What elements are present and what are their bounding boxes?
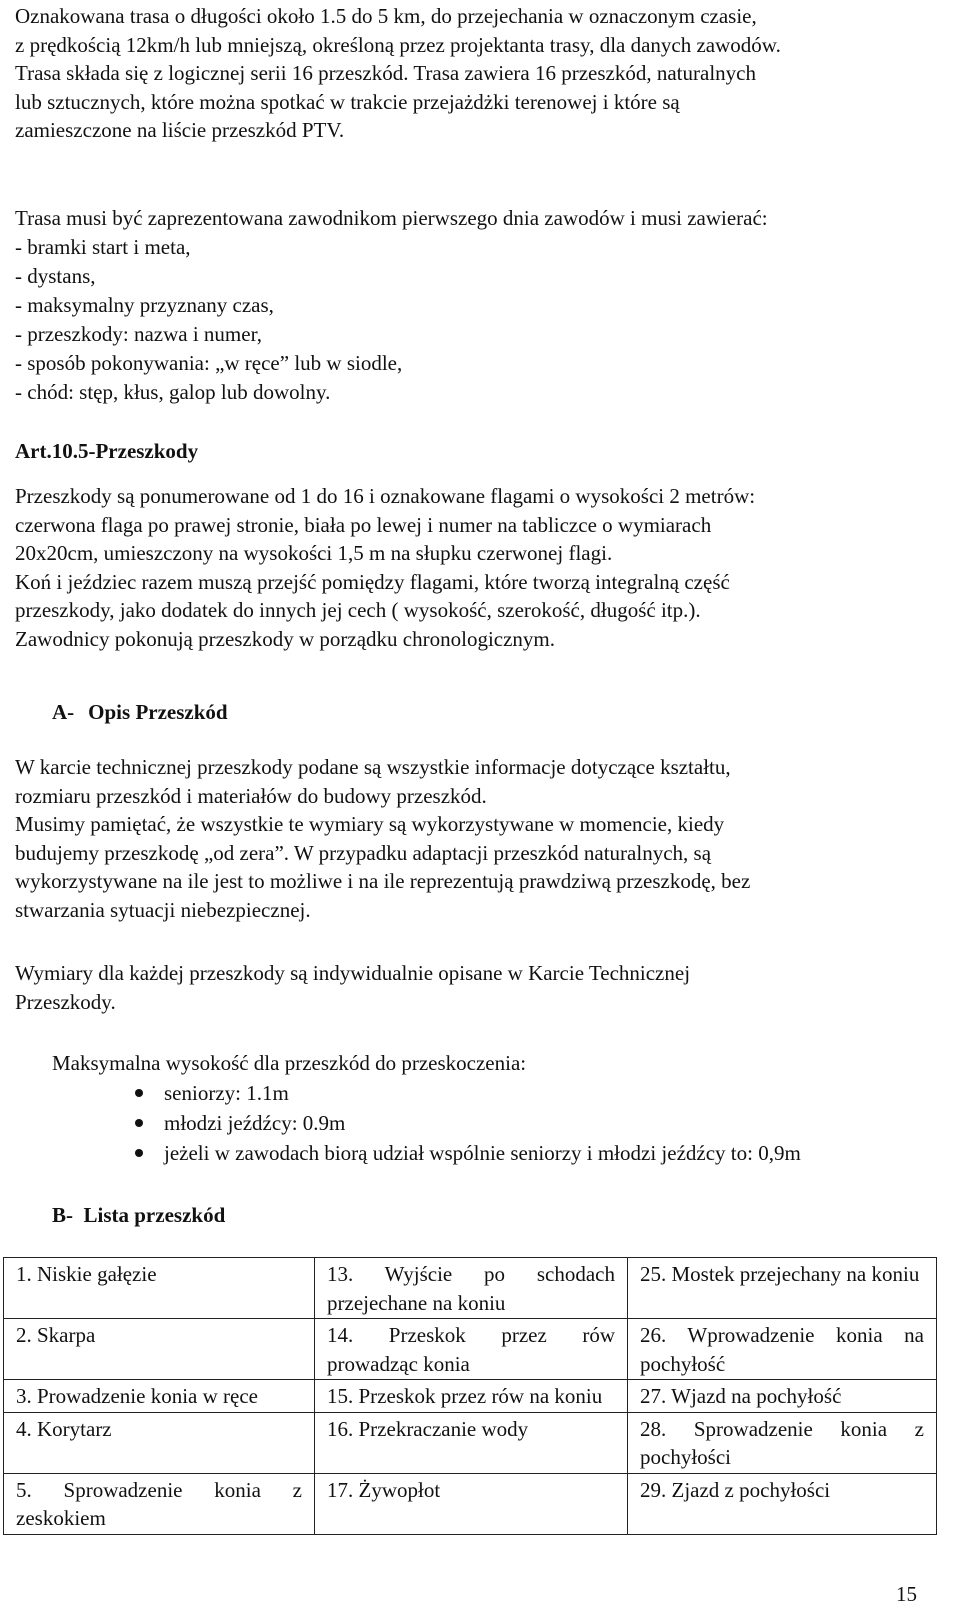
max-height-intro: Maksymalna wysokość dla przeszkód do przeskoczenia: [52, 1051, 527, 1075]
table-row [4, 1412, 937, 1473]
obstacles-paragraph [15, 482, 935, 653]
intro-line: lub sztucznych, które można spotkać w trakcie przejażdżki terenowej i które są [15, 89, 680, 114]
requirements-item: - sposób pokonywania: „w ręce” lub w siodle, [15, 351, 403, 375]
list-item [135, 1078, 801, 1108]
dimensions-line: Wymiary dla każdej przeszkody są indywidualnie opisane w Karcie Technicznej [15, 961, 691, 985]
obstacles-line: 20x20cm, umieszczony na wysokości 1,5 m na słupku czerwonej flagi. [15, 541, 613, 565]
list-item-text: seniorzy: 1.1m [164, 1081, 289, 1105]
technical-card-line: rozmiaru przeszkód i materiałów do budowy przeszkód. [15, 783, 487, 808]
table-cell: 5. Sprowadzenie konia z zeskokiem [4, 1473, 315, 1534]
list-item-text: jeżeli w zawodach biorą udział wspólnie seniorzy i młodzi jeźdźcy to: 0,9m [164, 1141, 801, 1165]
table-cell: 1. Niskie gałęzie [4, 1258, 315, 1319]
section-a-heading [52, 698, 228, 726]
bullet-icon [135, 1089, 143, 1097]
obstacles-line: Koń i jeździec razem muszą przejść pomiędzy flagami, które tworzą integralną część [15, 569, 730, 594]
table-cell: 17. Żywopłot [315, 1473, 628, 1534]
technical-card-line: W karcie technicznej przeszkody podane są wszystkie informacje dotyczące kształtu, [15, 755, 731, 779]
technical-card-line: budujemy przeszkodę „od zera”. W przypadku adaptacji przeszkód naturalnych, są [15, 840, 712, 865]
requirements-item: - maksymalny przyznany czas, [15, 293, 274, 317]
table-row [4, 1473, 937, 1534]
requirements-item: - bramki start i meta, [15, 235, 191, 259]
bullet-icon [135, 1149, 143, 1157]
obstacles-line: czerwona flaga po prawej stronie, biała po lewej i numer na tabliczce o wymiarach [15, 512, 712, 537]
requirements-item: - przeszkody: nazwa i numer, [15, 322, 262, 346]
table-row [4, 1258, 937, 1319]
table-cell: 28. Sprowadzenie konia z pochyłości [628, 1412, 937, 1473]
table-row [4, 1319, 937, 1380]
intro-line: zamieszczone na liście przeszkód PTV. [15, 118, 345, 142]
obstacles-line: przeszkody, jako dodatek do innych jej cech ( wysokość, szerokość, długość itp.). [15, 598, 701, 622]
technical-card-line: wykorzystywane na ile jest to możliwe i na ile reprezentują prawdziwą przeszkodę, bez [15, 869, 751, 893]
intro-line: z prędkością 12km/h lub mniejszą, określoną przez projektanta trasy, dla danych zawodów. [15, 32, 781, 57]
table-cell: 29. Zjazd z pochyłości [628, 1473, 937, 1534]
table-cell: 13. Wyjście po schodach przejechane na koniu [315, 1258, 628, 1319]
section-b-heading [52, 1201, 225, 1229]
technical-card-line: Musimy pamiętać, że wszystkie te wymiary są wykorzystywane w momencie, kiedy [15, 812, 725, 836]
page-number: 15 [896, 1582, 917, 1606]
requirements-paragraph [15, 204, 935, 407]
list-item [135, 1108, 801, 1138]
section-b-label: B- [52, 1203, 73, 1227]
table-cell: 26. Wprowadzenie konia na pochyłość [628, 1319, 937, 1380]
technical-card-paragraph [15, 753, 935, 924]
section-b-title: Lista przeszkód [83, 1203, 226, 1227]
table-cell: 3. Prowadzenie konia w ręce [4, 1380, 315, 1413]
max-height-list [135, 1078, 801, 1168]
requirements-item: - dystans, [15, 264, 96, 288]
obstacle-list-table [3, 1257, 937, 1535]
obstacles-line: Przeszkody są ponumerowane od 1 do 16 i oznakowane flagami o wysokości 2 metrów: [15, 484, 756, 508]
intro-line: Oznakowana trasa o długości około 1.5 do 5 km, do przejechania w oznaczonym czasie, [15, 4, 757, 28]
table-cell: 4. Korytarz [4, 1412, 315, 1473]
section-a-label: A- [52, 700, 75, 724]
table-cell: 15. Przeskok przez rów na koniu [315, 1380, 628, 1413]
article-heading: Art.10.5-Przeszkody [15, 439, 199, 463]
table-cell: 2. Skarpa [4, 1319, 315, 1380]
table-cell: 14. Przeskok przez rów prowadząc konia [315, 1319, 628, 1380]
requirements-item: - chód: stęp, kłus, galop lub dowolny. [15, 380, 331, 404]
dimensions-line: Przeszkody. [15, 989, 116, 1014]
intro-line: Trasa składa się z logicznej serii 16 przeszkód. Trasa zawiera 16 przeszkód, naturalnych [15, 61, 756, 85]
table-cell: 16. Przekraczanie wody [315, 1412, 628, 1473]
list-item-text: młodzi jeźdźcy: 0.9m [164, 1111, 346, 1135]
requirements-line: Trasa musi być zaprezentowana zawodnikom pierwszego dnia zawodów i musi zawierać: [15, 206, 768, 230]
table-cell: 25. Mostek przejechany na koniu [628, 1258, 937, 1319]
technical-card-line: stwarzania sytuacji niebezpiecznej. [15, 897, 311, 922]
intro-paragraph [15, 2, 935, 145]
section-a-title: Opis Przeszkód [88, 700, 228, 724]
table-row [4, 1380, 937, 1413]
table-cell: 27. Wjazd na pochyłość [628, 1380, 937, 1413]
list-item [135, 1138, 801, 1168]
dimensions-paragraph [15, 959, 935, 1016]
bullet-icon [135, 1119, 143, 1127]
obstacles-line: Zawodnicy pokonują przeszkody w porządku chronologicznym. [15, 626, 556, 651]
